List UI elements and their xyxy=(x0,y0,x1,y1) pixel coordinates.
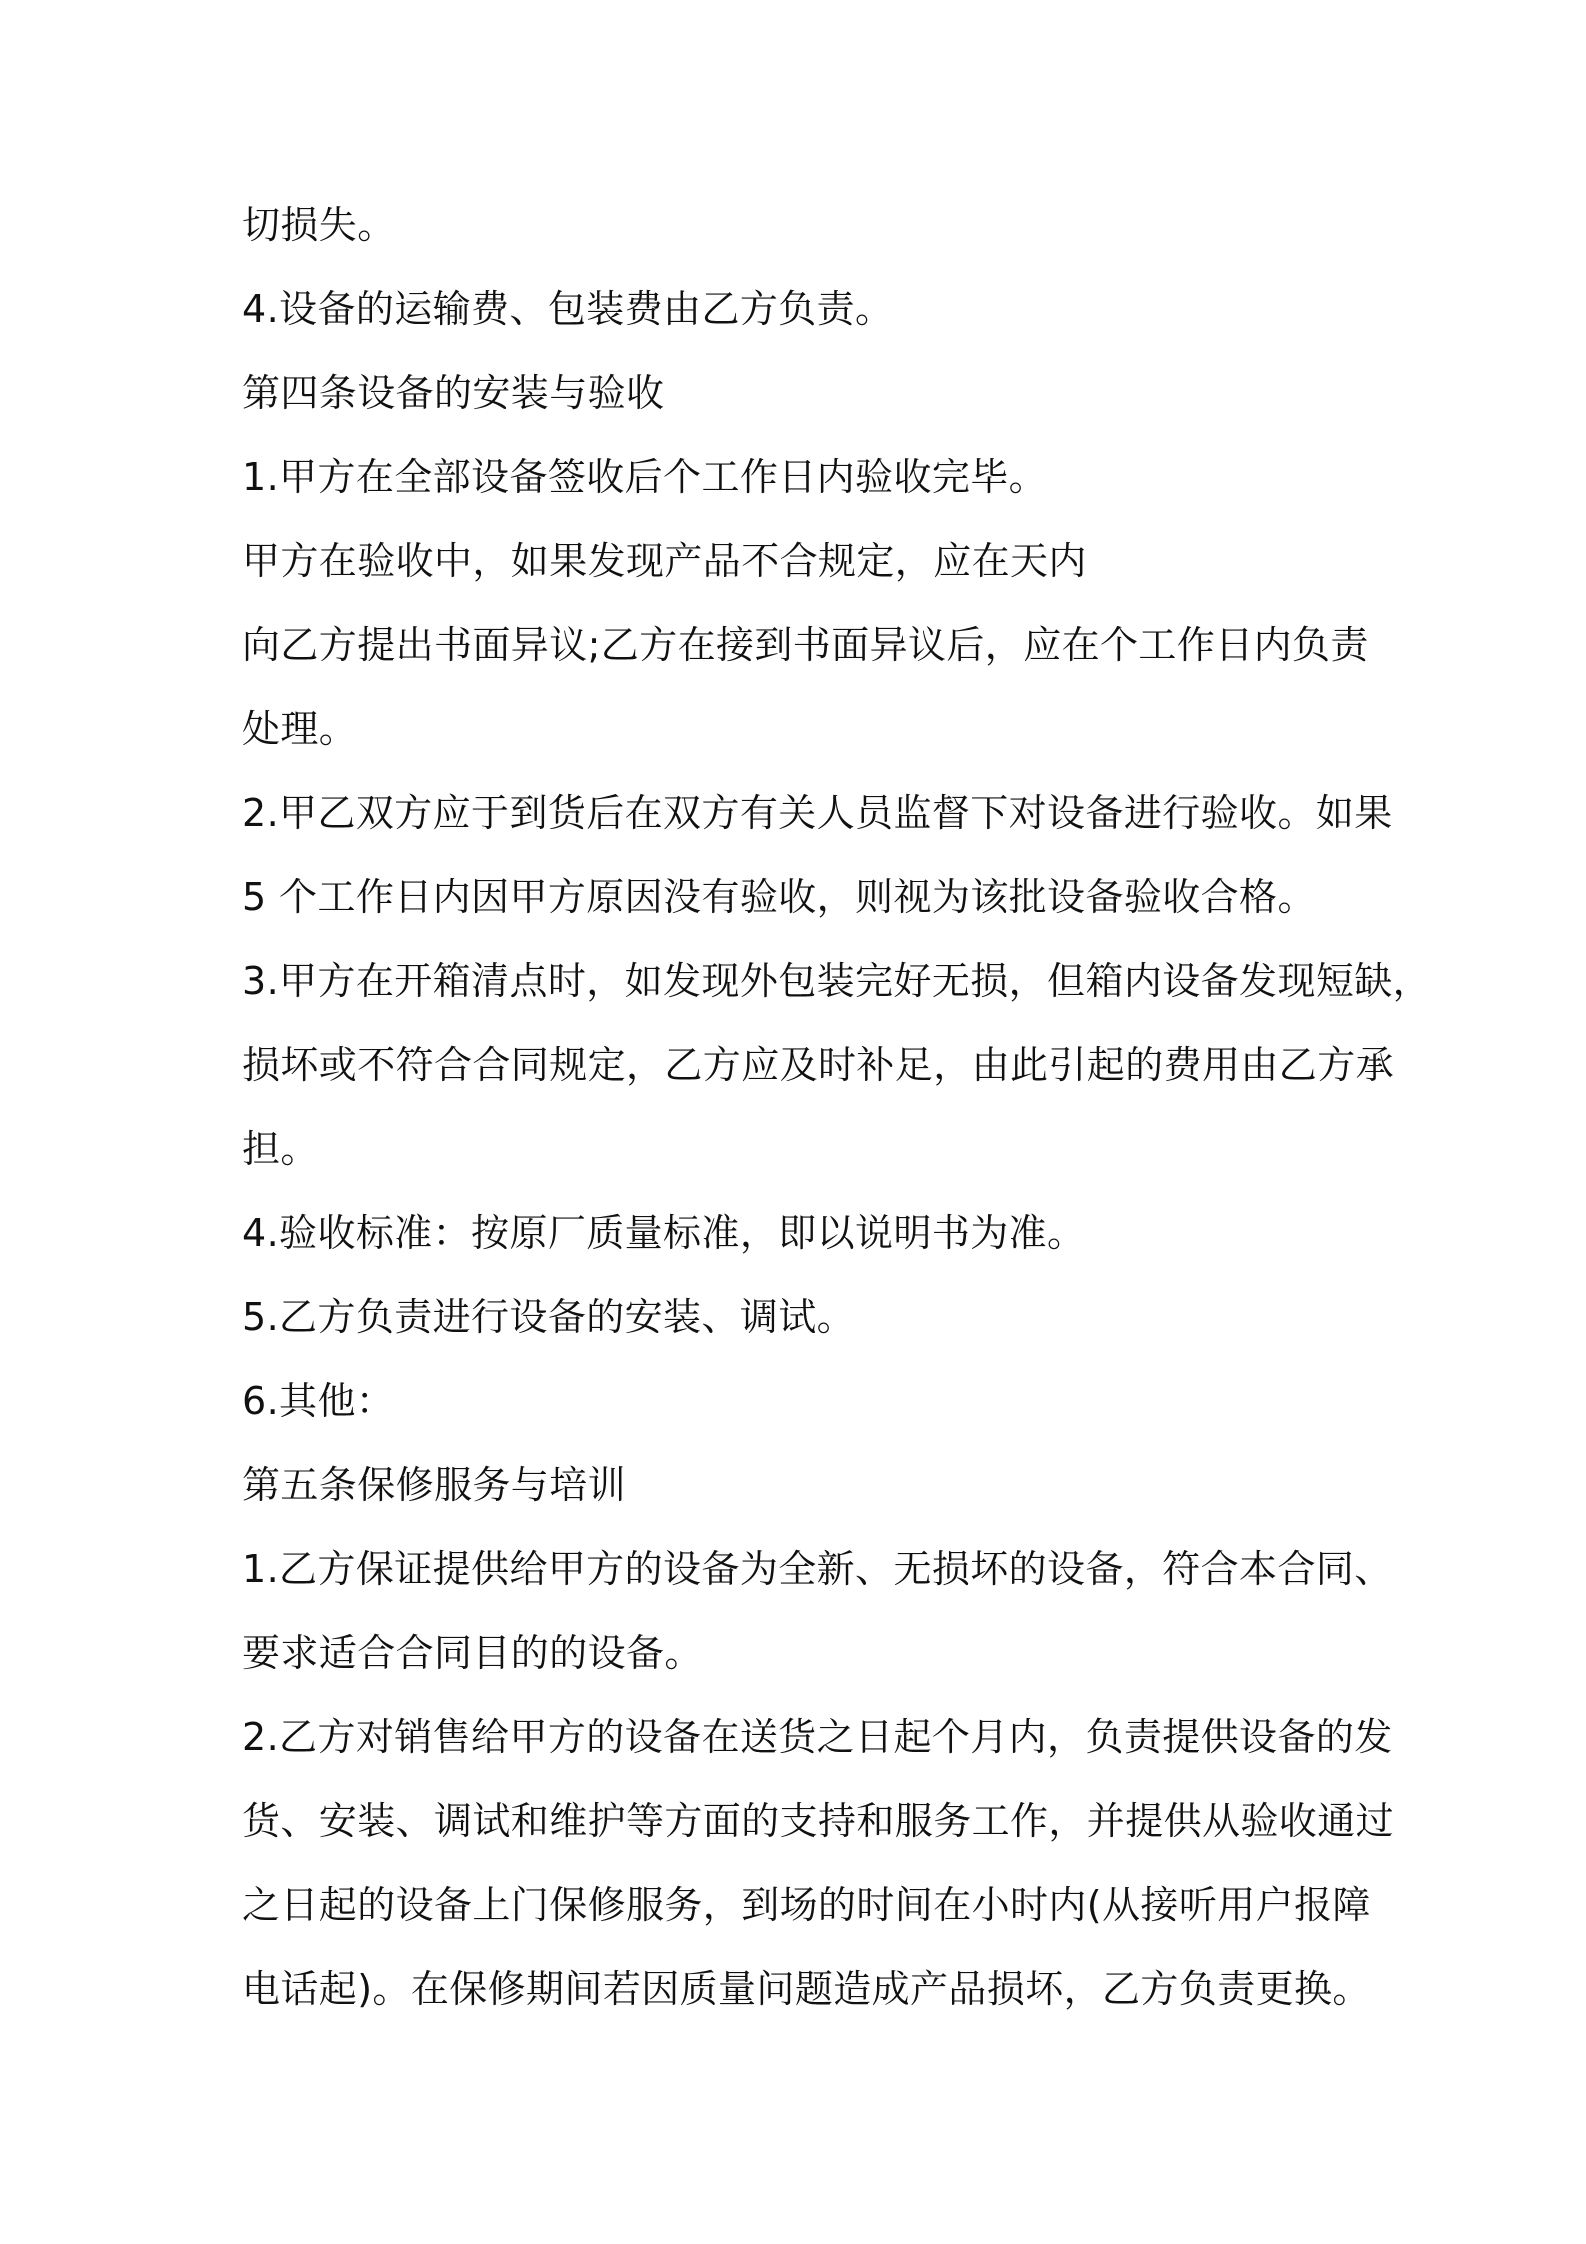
text-line: 4.验收标准：按原厂质量标准，即以说明书为准。 xyxy=(242,1211,1086,1255)
text-line: 2.乙方对销售给甲方的设备在送货之日起个月内，负责提供设备的发 xyxy=(242,1715,1393,1759)
text-line: 要求适合合同目的的设备。 xyxy=(242,1631,703,1675)
text-line: 2.甲乙双方应于到货后在双方有关人员监督下对设备进行验收。如果 xyxy=(242,791,1393,835)
text-line: 切损失。 xyxy=(242,203,396,247)
text-line: 之日起的设备上门保修服务，到场的时间在小时内(从接听用户报障 xyxy=(242,1883,1371,1927)
section-heading: 第五条保修服务与培训 xyxy=(242,1463,627,1507)
text-line: 1.乙方保证提供给甲方的设备为全新、无损坏的设备，符合本合同、 xyxy=(242,1547,1393,1591)
text-line: 4.设备的运输费、包装费由乙方负责。 xyxy=(242,287,894,331)
text-line: 3.甲方在开箱清点时，如发现外包装完好无损，但箱内设备发现短缺， xyxy=(242,959,1432,1003)
text-line: 损坏或不符合合同规定，乙方应及时补足，由此引起的费用由乙方承 xyxy=(242,1043,1395,1087)
text-line: 货、安装、调试和维护等方面的支持和服务工作，并提供从验收通过 xyxy=(242,1799,1395,1843)
text-line: 6.其他： xyxy=(242,1379,395,1423)
section-heading: 第四条设备的安装与验收 xyxy=(242,371,665,415)
text-line: 电话起)。在保修期间若因质量问题造成产品损坏，乙方负责更换。 xyxy=(242,1967,1371,2011)
text-line: 1.甲方在全部设备签收后个工作日内验收完毕。 xyxy=(242,455,1048,499)
text-line: 5 个工作日内因甲方原因没有验收，则视为该批设备验收合格。 xyxy=(242,875,1316,919)
text-line: 担。 xyxy=(242,1127,319,1171)
text-line: 甲方在验收中，如果发现产品不合规定，应在天内 xyxy=(242,539,1087,583)
text-line: 处理。 xyxy=(242,707,358,751)
text-line: 向乙方提出书面异议;乙方在接到书面异议后，应在个工作日内负责 xyxy=(242,623,1369,667)
text-line: 5.乙方负责进行设备的安装、调试。 xyxy=(242,1295,856,1339)
